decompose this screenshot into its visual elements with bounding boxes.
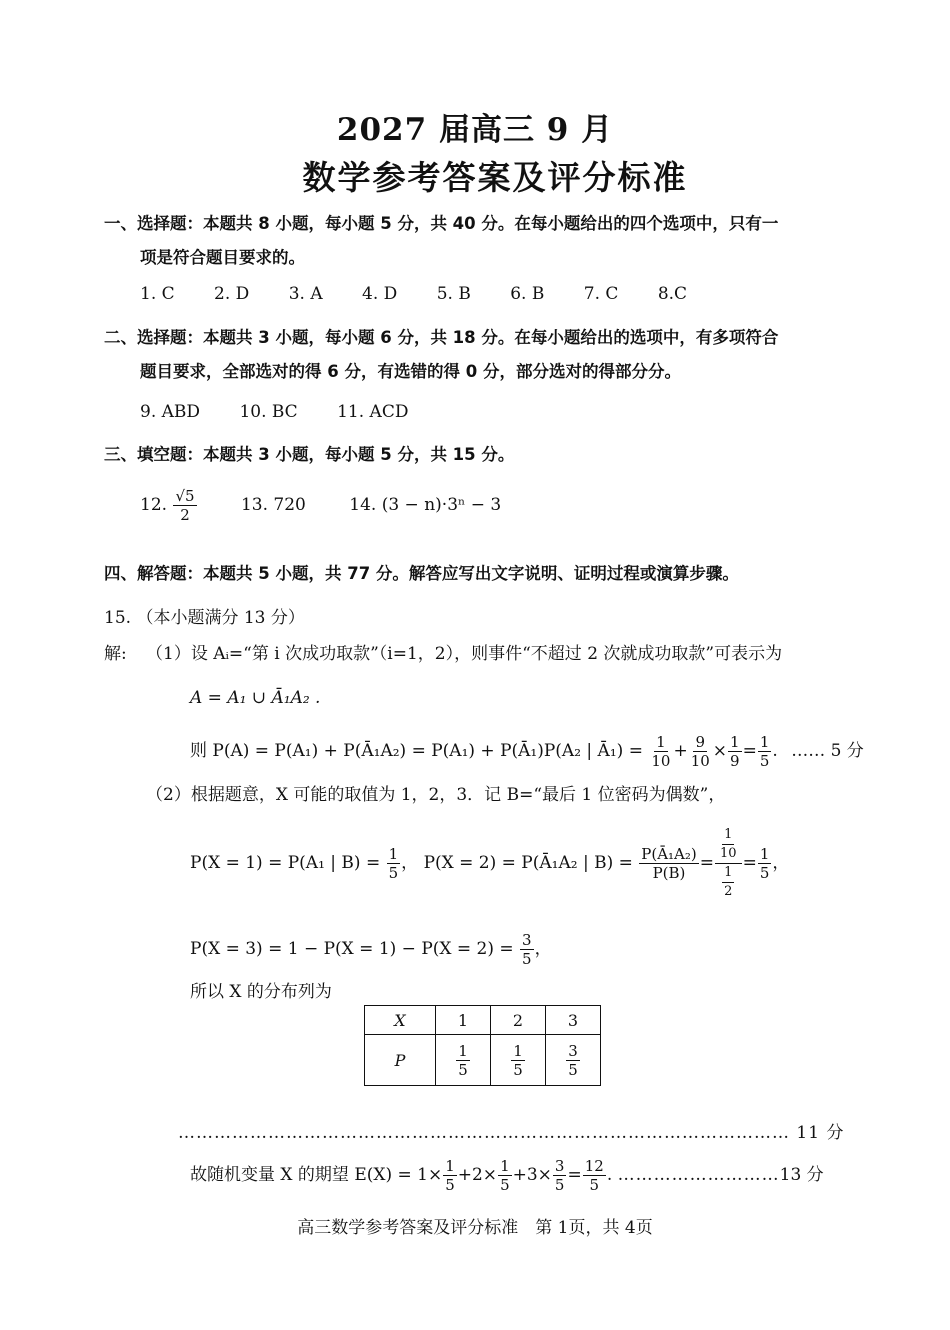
table-cell: $\frac{3}{5}$ bbox=[546, 1035, 601, 1086]
table-header-cell: X bbox=[365, 1006, 436, 1035]
q15-score-11: 11 分 bbox=[796, 1123, 845, 1143]
page-footer: 高三数学参考答案及评分标准 第 1页，共 4页 bbox=[297, 1218, 653, 1238]
q15-part1-intro: （1）设 Aᵢ=“第 i 次成功取款”（i=1，2），则事件“不超过 2 次就成功取款”可表示为 bbox=[146, 644, 783, 664]
section3-heading: 三、填空题：本题共 3 小题，每小题 5 分，共 15 分。 bbox=[104, 445, 515, 464]
answer-14: 14. (3 − n)·3ⁿ − 3 bbox=[349, 495, 502, 515]
q15-title: 15. （本小题满分 13 分） bbox=[104, 608, 305, 628]
table-header-cell: 3 bbox=[546, 1006, 601, 1035]
section2-answers bbox=[140, 400, 442, 424]
answer-2: 2. D bbox=[214, 284, 250, 304]
section3-answers bbox=[140, 482, 501, 528]
answer-13: 13. 720 bbox=[240, 495, 306, 515]
answer-9: 9. ABD bbox=[140, 402, 201, 422]
section1-heading-cont: 项是符合题目要求的。 bbox=[140, 248, 305, 267]
section2-heading: 二、选择题：本题共 3 小题，每小题 6 分，共 18 分。在每小题给出的选项中，有多项符合 bbox=[104, 328, 779, 347]
section4-heading: 四、解答题：本题共 5 小题，共 77 分。解答应写出文字说明、证明过程或演算步骤。 bbox=[104, 564, 739, 583]
q15-part1-eq2: 则 P(A) = P(A₁) + P(Ā₁A₂) = P(A₁) + P(Ā₁)P(A₂ | Ā₁) = $\frac{1}{10}$ + $\frac{9}{10}$ × $\frac{1}{9}$ = $\frac{1}{5}$ . …… 5 分 bbox=[190, 733, 864, 770]
section2-heading-cont: 题目要求，全部选对的得 6 分，有选错的得 0 分，部分选对的得部分分。 bbox=[140, 362, 681, 381]
q15-score-13: 13 分 bbox=[779, 1165, 824, 1185]
table-header-cell: 1 bbox=[436, 1006, 491, 1035]
section1-heading: 一、选择题：本题共 8 小题，每小题 5 分，共 40 分。在每小题给出的四个选项中，只有一 bbox=[104, 214, 779, 233]
answer-4: 4. D bbox=[362, 284, 398, 304]
q15-part2-eq2: P(X = 3) = 1 − P(X = 1) − P(X = 2) = $\frac{3}{5}$ ， bbox=[190, 931, 552, 968]
q15-part1-score: …… 5 分 bbox=[791, 741, 864, 761]
table-cell: $\frac{1}{5}$ bbox=[436, 1035, 491, 1086]
q15-part2-intro: （2）根据题意，X 可能的取值为 1，2，3．记 B=“最后 1 位密码为偶数”， bbox=[146, 785, 726, 805]
answer-7: 7. C bbox=[583, 284, 619, 304]
answer-5: 5. B bbox=[436, 284, 471, 304]
answer-1: 1. C bbox=[140, 284, 175, 304]
q15-distribution-intro: 所以 X 的分布列为 bbox=[190, 982, 332, 1002]
document-title: 数学参考答案及评分标准 bbox=[302, 158, 688, 197]
answer-8: 8.C bbox=[657, 284, 688, 304]
exam-title: 2027 届高三 9 月 bbox=[336, 112, 614, 148]
q15-part2-eq1: P(X = 1) = P(A₁ | B) = $\frac{1}{5}$ ， P(X = 2) = P(Ā₁A₂ | B) = $\frac{\text{P(Ā₁A₂)}}{P(B)}$ = $\frac{\frac{1}{10}}{\frac{1}{2}}$ = $\frac{1}{5}$ ， bbox=[190, 827, 790, 899]
table-row-label: P bbox=[365, 1035, 436, 1086]
answer-11: 11. ACD bbox=[337, 402, 409, 422]
q15-score-11-line: ………………………………………………………………………………………… 11 分 bbox=[178, 1123, 845, 1143]
answer-12-label: 12. bbox=[140, 495, 168, 515]
q15-part1-eq1: A = A₁ ∪ Ā₁A₂ . bbox=[190, 688, 321, 708]
answer-3: 3. A bbox=[288, 284, 323, 304]
answer-12-fraction: $\frac{√5}{2}$ bbox=[175, 487, 195, 524]
table-header-cell: 2 bbox=[491, 1006, 546, 1035]
answer-10: 10. BC bbox=[239, 402, 298, 422]
q15-solution-label: 解: bbox=[104, 644, 127, 664]
table-cell: $\frac{1}{5}$ bbox=[491, 1035, 546, 1086]
answer-6: 6. B bbox=[510, 284, 545, 304]
distribution-table bbox=[364, 1005, 601, 1086]
section1-answers bbox=[140, 282, 721, 306]
q15-expectation: 故随机变量 X 的期望 E(X) = 1× $\frac{1}{5}$ +2× $\frac{1}{5}$ +3× $\frac{3}{5}$ = $\frac{12}{5}$ . ………………………13 分 bbox=[190, 1157, 824, 1194]
